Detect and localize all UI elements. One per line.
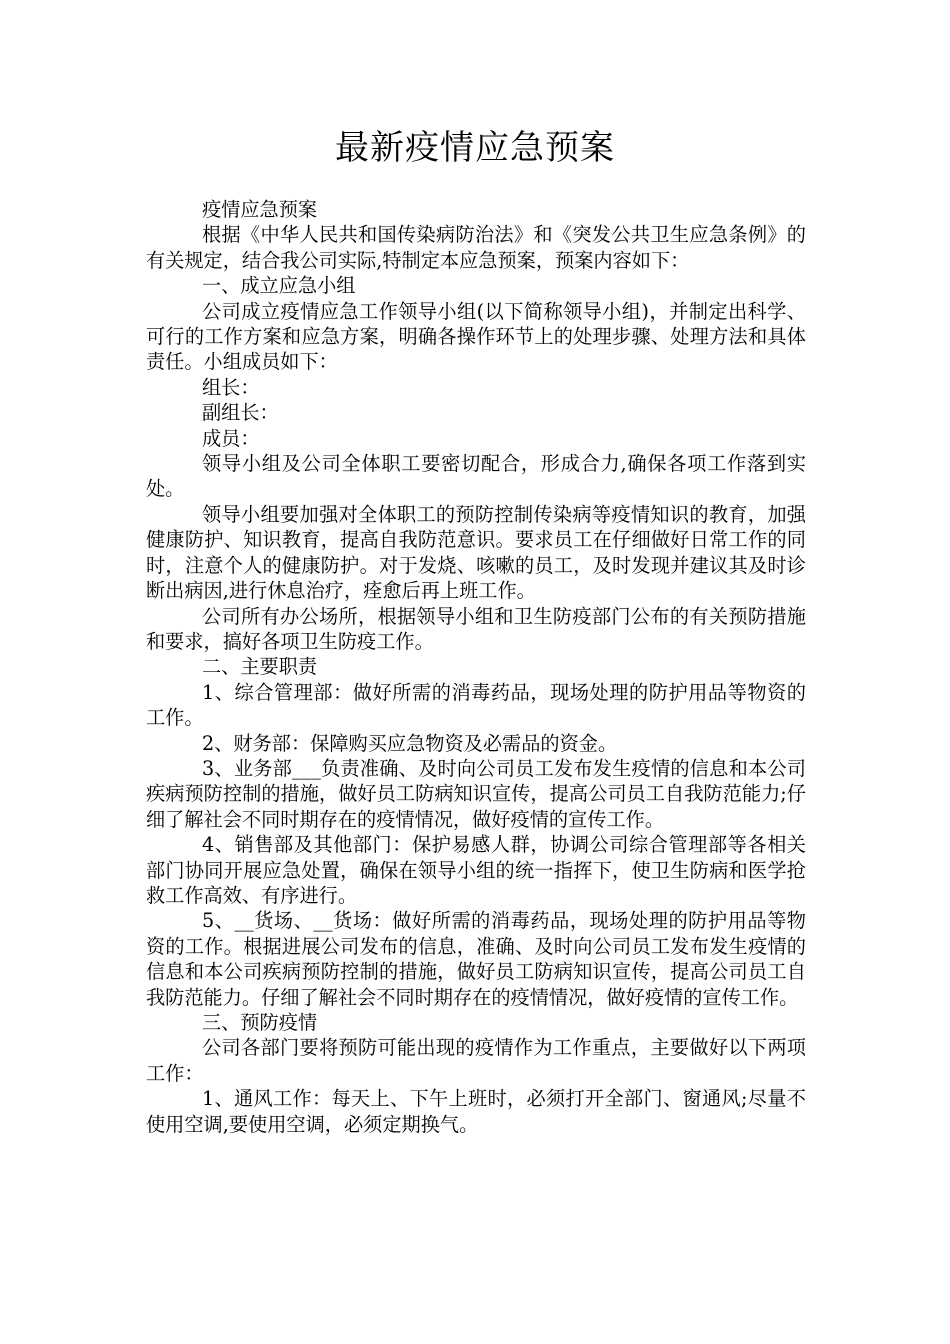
document-body: [146, 197, 806, 1137]
document-title: 最新疫情应急预案: [335, 128, 615, 168]
duty-item: 3、业务部___负责准确、及时向公司员工发布发生疫情的信息和本公司疾病预防控制的措施，做好员工防病知识宣传，提高公司员工自我防范能力;仔细了解社会不同时期存在的疫情情况，做好疫情的宣传工作。: [146, 756, 806, 831]
duty-item: 4、销售部及其他部门：保护易感人群，协调公司综合管理部等各相关部门协同开展应急处置，确保在领导小组的统一指挥下，使卫生防病和医学抢救工作高效、有序进行。: [146, 833, 806, 907]
duty-item: 5、__货场、__货场：做好所需的消毒药品，现场处理的防护用品等物资的工作。根据进展公司发布的信息，准确、及时向公司员工发布发生疫情的信息和本公司疾病预防控制的措施，做好员工防病知识宣传，提高公司员工自我防范能力。仔细了解社会不同时期存在的疫情情况，做好疫情的宣传工作。: [146, 909, 806, 1009]
duty-item: 2、财务部：保障购买应急物资及必需品的资金。: [202, 731, 618, 755]
paragraph: 领导小组及公司全体职工要密切配合，形成合力,确保各项工作落到实处。: [146, 452, 806, 501]
paragraph-intro: 根据《中华人民共和国传染病防治法》和《突发公共卫生应急条例》的有关规定，结合我公司实际,特制定本应急预案，预案内容如下：: [146, 223, 806, 272]
section-heading-2: 二、主要职责: [202, 655, 318, 679]
section-heading-1: 一、成立应急小组: [202, 274, 356, 298]
paragraph-heading: 疫情应急预案: [202, 198, 318, 221]
section-heading-3: 三、预防疫情: [202, 1011, 318, 1034]
prevention-item: 1、通风工作：每天上、下午上班时，必须打开全部门、窗通风;尽量不使用空调,要使用空调，必须定期换气。: [146, 1087, 806, 1136]
paragraph: 公司所有办公场所，根据领导小组和卫生防疫部门公布的有关预防措施和要求，搞好各项卫生防疫工作。: [146, 604, 806, 653]
member-line-deputy: 副组长：: [202, 401, 279, 425]
member-line-leader: 组长：: [202, 375, 260, 399]
member-line-members: 成员：: [202, 426, 260, 450]
duty-item: 1、综合管理部：做好所需的消毒药品，现场处理的防护用品等物资的工作。: [146, 680, 806, 730]
paragraph: 公司各部门要将预防可能出现的疫情作为工作重点，主要做好以下两项工作：: [146, 1036, 806, 1085]
paragraph: 公司成立疫情应急工作领导小组(以下简称领导小组)，并制定出科学、可行的工作方案和应急方案，明确各操作环节上的处理步骤、处理方法和具体责任。小组成员如下：: [146, 299, 806, 374]
paragraph: 领导小组要加强对全体职工的预防控制传染病等疫情知识的教育，加强健康防护、知识教育，提高自我防范意识。要求员工在仔细做好日常工作的同时，注意个人的健康防护。对于发烧、咳嗽的员工，及时发现并建议其及时诊断出病因,进行休息治疗，痊愈后再上班工作。: [146, 502, 806, 603]
